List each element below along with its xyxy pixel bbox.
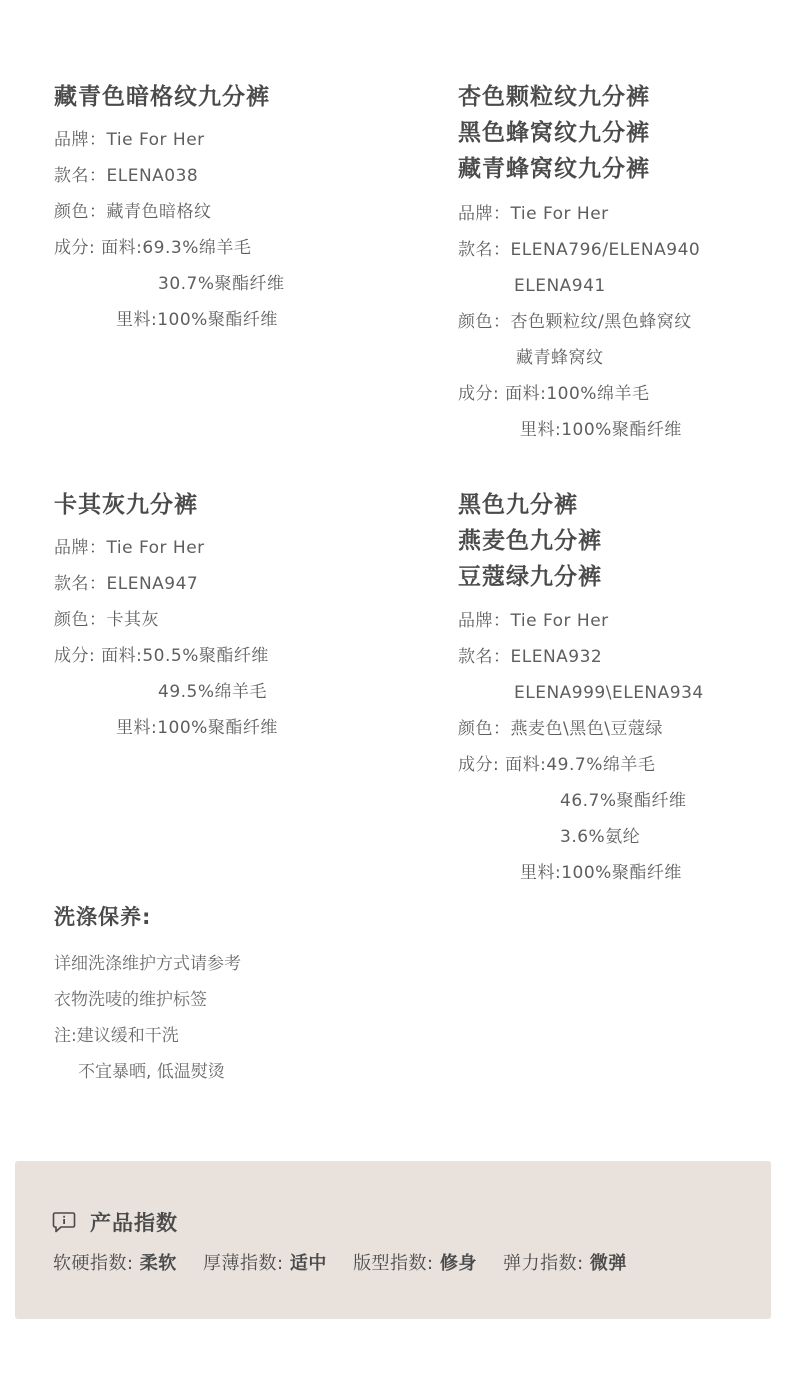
product-index-panel (15, 1161, 771, 1319)
care-line: 注:建议缓和干洗 (54, 1026, 179, 1046)
spec-model: 款名：ELENA796/ELENA940 (458, 240, 701, 260)
index-thickness (203, 1253, 327, 1274)
index-value: 修身 (439, 1253, 477, 1274)
spec-model: 款名：ELENA932 (458, 647, 603, 667)
spec-brand: 品牌：Tie For Her (458, 204, 609, 224)
product-spec-2 (458, 79, 700, 448)
spec-composition: 成分: 面料:49.7%绵羊毛 (458, 755, 656, 775)
product-title: 卡其灰九分裤 (54, 492, 198, 518)
product-title: 藏青蜂窝纹九分裤 (458, 156, 650, 182)
spec-lining: 里料:100%聚酯纤维 (116, 718, 278, 738)
spec-composition-cont: 3.6%氨纶 (560, 827, 641, 847)
product-title: 藏青色暗格纹九分裤 (54, 84, 270, 110)
index-header (52, 1207, 178, 1237)
index-elasticity (503, 1253, 627, 1274)
care-line: 不宜暴晒, 低温熨烫 (78, 1062, 225, 1082)
index-row (53, 1249, 647, 1275)
index-label: 厚薄指数: (203, 1253, 290, 1274)
spec-color: 颜色：燕麦色\黑色\豆蔻绿 (458, 719, 663, 739)
index-value: 柔软 (139, 1253, 177, 1274)
spec-brand: 品牌：Tie For Her (458, 611, 609, 631)
product-title: 燕麦色九分裤 (458, 528, 602, 554)
spec-composition-cont: 30.7%聚酯纤维 (158, 274, 285, 294)
product-spec-1 (54, 79, 285, 338)
spec-color: 颜色：藏青色暗格纹 (54, 202, 212, 222)
index-fit (353, 1253, 477, 1274)
product-spec-3 (54, 487, 278, 746)
product-title: 杏色颗粒纹九分裤 (458, 84, 650, 110)
spec-color: 颜色：杏色颗粒纹/黑色蜂窝纹 (458, 312, 692, 332)
care-line: 衣物洗唛的维护标签 (54, 990, 207, 1010)
spec-brand: 品牌：Tie For Her (54, 538, 205, 558)
spec-composition-cont: 46.7%聚酯纤维 (560, 791, 687, 811)
index-label: 弹力指数: (503, 1253, 590, 1274)
spec-color-cont: 藏青蜂窝纹 (516, 348, 604, 368)
product-title: 豆蔻绿九分裤 (458, 564, 602, 590)
spec-composition: 成分: 面料:69.3%绵羊毛 (54, 238, 252, 258)
product-spec-4 (458, 487, 704, 891)
spec-lining: 里料:100%聚酯纤维 (520, 420, 682, 440)
spec-model-cont: ELENA941 (514, 276, 606, 296)
care-section (54, 901, 241, 1090)
spec-lining: 里料:100%聚酯纤维 (520, 863, 682, 883)
index-softness (53, 1253, 177, 1274)
spec-composition: 成分: 面料:100%绵羊毛 (458, 384, 650, 404)
spec-composition-cont: 49.5%绵羊毛 (158, 682, 268, 702)
spec-color: 颜色：卡其灰 (54, 610, 159, 630)
care-line: 详细洗涤维护方式请参考 (54, 954, 241, 974)
index-value: 微弹 (589, 1253, 627, 1274)
spec-model-cont: ELENA999\ELENA934 (514, 683, 704, 703)
spec-model: 款名：ELENA038 (54, 166, 199, 186)
index-label: 软硬指数: (53, 1253, 140, 1274)
care-title: 洗涤保养: (54, 905, 152, 929)
index-label: 版型指数: (353, 1253, 440, 1274)
index-value: 适中 (289, 1253, 327, 1274)
spec-lining: 里料:100%聚酯纤维 (116, 310, 278, 330)
spec-composition: 成分: 面料:50.5%聚酯纤维 (54, 646, 269, 666)
product-title: 黑色蜂窝纹九分裤 (458, 120, 650, 146)
info-comment-icon (52, 1211, 76, 1233)
spec-brand: 品牌：Tie For Her (54, 130, 205, 150)
product-title: 黑色九分裤 (458, 492, 578, 518)
spec-model: 款名：ELENA947 (54, 574, 199, 594)
index-title: 产品指数 (90, 1211, 178, 1235)
